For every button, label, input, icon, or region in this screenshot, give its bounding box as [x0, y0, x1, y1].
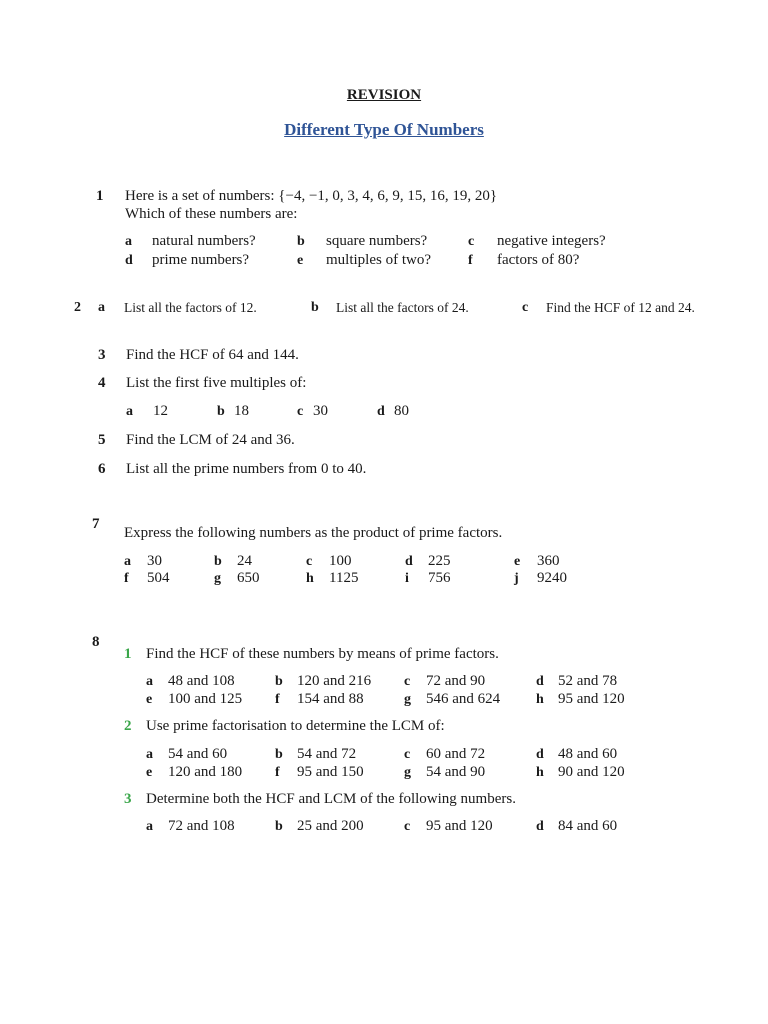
part-text: 48 and 60: [558, 746, 618, 762]
part-text: square numbers?: [326, 233, 428, 249]
part-letter: e: [146, 765, 153, 780]
part-letter: b: [275, 674, 283, 689]
part-text: 72 and 108: [168, 818, 235, 834]
part-text: factors of 80?: [497, 252, 580, 268]
part-text: 24: [237, 553, 252, 569]
part-text: 54 and 72: [297, 746, 357, 762]
part-letter: e: [514, 554, 521, 569]
part-letter: d: [536, 674, 544, 689]
question-text: Use prime factorisation to determine the LCM of:: [146, 718, 445, 734]
page-subtitle: Different Type Of Numbers: [284, 120, 484, 139]
question-text: Here is a set of numbers: {−4, −1, 0, 3, 4, 6, 9, 15, 16, 19, 20}: [125, 188, 498, 204]
part-text: 54 and 60: [168, 746, 228, 762]
part-text: multiples of two?: [326, 252, 431, 268]
part-letter: b: [297, 234, 305, 249]
question-number: 4: [98, 375, 106, 391]
part-text: 60 and 72: [426, 746, 486, 762]
part-letter: c: [297, 404, 304, 419]
part-text: 360: [537, 553, 560, 569]
subquestion-number: 2: [124, 718, 132, 734]
part-text: 48 and 108: [168, 673, 235, 689]
part-text: 54 and 90: [426, 764, 486, 780]
part-text: 52 and 78: [558, 673, 618, 689]
part-text: 80: [394, 403, 409, 419]
part-letter: a: [124, 554, 131, 569]
part-letter: h: [536, 692, 544, 707]
part-letter: b: [214, 554, 222, 569]
part-text: 100: [329, 553, 352, 569]
part-letter: d: [125, 253, 133, 268]
question-text: Express the following numbers as the product of prime factors.: [124, 525, 503, 541]
part-text: 84 and 60: [558, 818, 618, 834]
part-letter: b: [275, 747, 283, 762]
part-letter: e: [146, 692, 153, 707]
part-text: 120 and 216: [297, 673, 372, 689]
part-letter: c: [404, 747, 411, 762]
part-letter: e: [297, 253, 304, 268]
part-letter: c: [404, 819, 411, 834]
part-letter: a: [146, 747, 153, 762]
part-text: 18: [234, 403, 249, 419]
part-letter: d: [536, 747, 544, 762]
question-number: 1: [96, 188, 104, 204]
part-letter: f: [275, 765, 280, 780]
question-text: List all the prime numbers from 0 to 40.: [126, 461, 367, 477]
part-text: 25 and 200: [297, 818, 364, 834]
page-title: REVISION: [346, 87, 422, 103]
question-text: Find the HCF of 64 and 144.: [126, 347, 299, 363]
part-letter: h: [536, 765, 544, 780]
part-letter: h: [306, 571, 314, 586]
part-text: List all the factors of 12.: [124, 300, 257, 315]
part-text: 120 and 180: [168, 764, 243, 780]
question-text: Find the HCF of these numbers by means of prime factors.: [146, 646, 499, 662]
part-text: 100 and 125: [168, 691, 243, 707]
part-text: List all the factors of 24.: [336, 300, 469, 315]
part-letter: b: [311, 300, 319, 315]
part-letter: c: [468, 234, 475, 249]
question-number: 6: [98, 461, 106, 477]
part-letter: d: [536, 819, 544, 834]
question-text: Which of these numbers are:: [125, 206, 298, 222]
part-text: negative integers?: [497, 233, 606, 249]
part-text: 504: [147, 570, 170, 586]
part-text: 1125: [329, 570, 359, 586]
part-letter: b: [275, 819, 283, 834]
question-number: 3: [98, 347, 106, 363]
part-letter: a: [146, 819, 153, 834]
part-letter: j: [514, 571, 519, 586]
part-text: 72 and 90: [426, 673, 486, 689]
part-text: 546 and 624: [426, 691, 501, 707]
question-text: Find the LCM of 24 and 36.: [126, 432, 295, 448]
part-letter: g: [214, 571, 221, 586]
part-text: 756: [428, 570, 451, 586]
part-letter: a: [146, 674, 153, 689]
part-text: 95 and 150: [297, 764, 364, 780]
part-letter: d: [405, 554, 413, 569]
question-text: List the first five multiples of:: [126, 375, 307, 391]
part-letter: c: [306, 554, 313, 569]
part-text: 12: [153, 403, 168, 419]
part-text: Find the HCF of 12 and 24.: [546, 300, 695, 315]
part-letter: c: [404, 674, 411, 689]
part-text: 650: [237, 570, 260, 586]
question-number: 2: [74, 300, 81, 315]
part-letter: f: [275, 692, 280, 707]
part-letter: a: [98, 300, 105, 315]
part-letter: i: [405, 571, 409, 586]
part-text: 95 and 120: [426, 818, 493, 834]
part-letter: b: [217, 404, 225, 419]
question-number: 5: [98, 432, 106, 448]
part-text: 154 and 88: [297, 691, 364, 707]
part-letter: g: [404, 692, 411, 707]
part-letter: a: [126, 404, 133, 419]
part-text: prime numbers?: [152, 252, 250, 268]
question-text: Determine both the HCF and LCM of the following numbers.: [146, 791, 516, 807]
part-text: 95 and 120: [558, 691, 625, 707]
part-text: 225: [428, 553, 451, 569]
part-text: natural numbers?: [152, 233, 256, 249]
part-letter: g: [404, 765, 411, 780]
part-text: 9240: [537, 570, 567, 586]
part-letter: d: [377, 404, 385, 419]
subquestion-number: 3: [124, 791, 132, 807]
question-number: 8: [92, 634, 100, 650]
question-number: 7: [92, 516, 100, 532]
part-letter: c: [522, 300, 529, 315]
part-letter: a: [125, 234, 132, 249]
part-letter: f: [124, 571, 129, 586]
part-letter: f: [468, 253, 473, 268]
part-text: 90 and 120: [558, 764, 625, 780]
subquestion-number: 1: [124, 646, 132, 662]
part-text: 30: [313, 403, 328, 419]
part-text: 30: [147, 553, 162, 569]
